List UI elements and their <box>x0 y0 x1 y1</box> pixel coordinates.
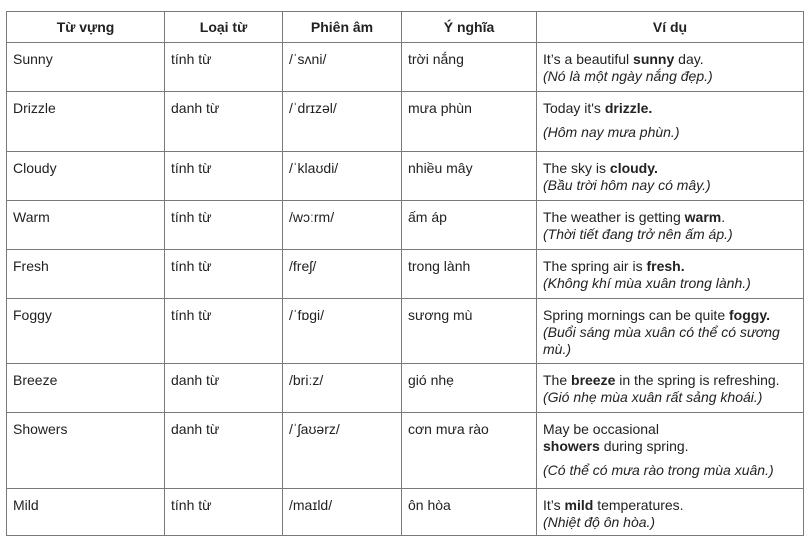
example-en-pre: The weather is getting <box>543 209 685 225</box>
example-keyword: sunny <box>633 51 675 67</box>
table-row <box>7 43 804 92</box>
example-keyword: foggy. <box>729 307 770 323</box>
example-vi: (Gió nhẹ mùa xuân rất sảng khoái.) <box>543 389 763 405</box>
example-en-pre: It’s a beautiful <box>543 51 634 67</box>
example-keyword: cloudy. <box>609 160 658 176</box>
example-keyword: mild <box>564 497 594 513</box>
example-en-post: day. <box>674 51 704 67</box>
cell-meaning: mưa phùn <box>402 92 537 152</box>
cell-ipa: /wɔːrm/ <box>283 201 402 250</box>
example-en-pre: It’s <box>543 497 565 513</box>
header-word: Từ vựng <box>7 12 165 43</box>
cell-type: tính từ <box>165 250 283 299</box>
example-vi: (Hôm nay mưa phùn.) <box>543 124 680 140</box>
cell-example <box>537 489 804 536</box>
table-row <box>7 413 804 489</box>
header-meaning: Ý nghĩa <box>402 12 537 43</box>
cell-example <box>537 201 804 250</box>
cell-meaning: cơn mưa rào <box>402 413 537 489</box>
cell-example <box>537 152 804 201</box>
cell-word: Foggy <box>7 299 165 364</box>
example-vi: (Buổi sáng mùa xuân có thể có sương mù.) <box>543 324 780 357</box>
example-en-pre: The sky is <box>543 160 610 176</box>
cell-word: Showers <box>7 413 165 489</box>
cell-meaning: trong lành <box>402 250 537 299</box>
example-en-pre: The <box>543 372 572 388</box>
cell-type: danh từ <box>165 92 283 152</box>
table-row <box>7 489 804 536</box>
table-row <box>7 364 804 413</box>
example-en-pre: The spring air is <box>543 258 647 274</box>
example-keyword: warm <box>684 209 722 225</box>
example-vi: (Không khí mùa xuân trong lành.) <box>543 275 751 291</box>
header-type: Loại từ <box>165 12 283 43</box>
cell-meaning: ấm áp <box>402 201 537 250</box>
example-keyword: showers <box>543 438 600 454</box>
example-en-pre: May be occasional <box>543 421 659 437</box>
example-en-pre: Spring mornings can be quite <box>543 307 729 323</box>
example-keyword: drizzle. <box>604 100 653 116</box>
cell-example <box>537 299 804 364</box>
cell-word: Mild <box>7 489 165 536</box>
table-row <box>7 152 804 201</box>
cell-meaning: sương mù <box>402 299 537 364</box>
example-vi: (Nó là một ngày nắng đẹp.) <box>543 68 713 84</box>
cell-ipa: /briːz/ <box>283 364 402 413</box>
cell-word: Cloudy <box>7 152 165 201</box>
cell-type: tính từ <box>165 299 283 364</box>
cell-ipa: /ˈdrɪzəl/ <box>283 92 402 152</box>
cell-ipa: /ˈfɒgi/ <box>283 299 402 364</box>
cell-example <box>537 364 804 413</box>
cell-ipa: /ˈsʌni/ <box>283 43 402 92</box>
cell-word: Breeze <box>7 364 165 413</box>
cell-example <box>537 250 804 299</box>
example-vi: (Bầu trời hôm nay có mây.) <box>543 177 711 193</box>
cell-example <box>537 413 804 489</box>
cell-word: Sunny <box>7 43 165 92</box>
cell-word: Warm <box>7 201 165 250</box>
header-example: Ví dụ <box>537 12 804 43</box>
example-vi: (Thời tiết đang trở nên ấm áp.) <box>543 226 733 242</box>
example-en-pre: Today it's <box>543 100 605 116</box>
cell-type: tính từ <box>165 43 283 92</box>
example-en-post: in the spring is refreshing. <box>615 372 780 388</box>
header-ipa: Phiên âm <box>283 12 402 43</box>
table-row <box>7 250 804 299</box>
cell-ipa: /ˈʃaʊərz/ <box>283 413 402 489</box>
cell-type: tính từ <box>165 201 283 250</box>
cell-type: danh từ <box>165 413 283 489</box>
example-vi: (Có thể có mưa rào trong mùa xuân.) <box>543 462 774 478</box>
cell-type: tính từ <box>165 489 283 536</box>
cell-ipa: /maɪld/ <box>283 489 402 536</box>
table-row <box>7 92 804 152</box>
table-row <box>7 299 804 364</box>
cell-word: Fresh <box>7 250 165 299</box>
cell-meaning: trời nắng <box>402 43 537 92</box>
cell-type: tính từ <box>165 152 283 201</box>
example-vi: (Nhiệt độ ôn hòa.) <box>543 514 656 530</box>
table-row <box>7 201 804 250</box>
cell-example <box>537 43 804 92</box>
cell-type: danh từ <box>165 364 283 413</box>
cell-ipa: /freʃ/ <box>283 250 402 299</box>
header-row <box>7 12 804 43</box>
cell-ipa: /ˈklaʊdi/ <box>283 152 402 201</box>
example-keyword: breeze <box>571 372 616 388</box>
cell-meaning: gió nhẹ <box>402 364 537 413</box>
example-keyword: fresh. <box>646 258 685 274</box>
vocabulary-table <box>6 11 804 536</box>
cell-example <box>537 92 804 152</box>
example-en-post: temperatures. <box>593 497 684 513</box>
example-en-post: . <box>721 209 726 225</box>
example-en-post: during spring. <box>599 438 689 454</box>
cell-meaning: nhiều mây <box>402 152 537 201</box>
cell-meaning: ôn hòa <box>402 489 537 536</box>
cell-word: Drizzle <box>7 92 165 152</box>
